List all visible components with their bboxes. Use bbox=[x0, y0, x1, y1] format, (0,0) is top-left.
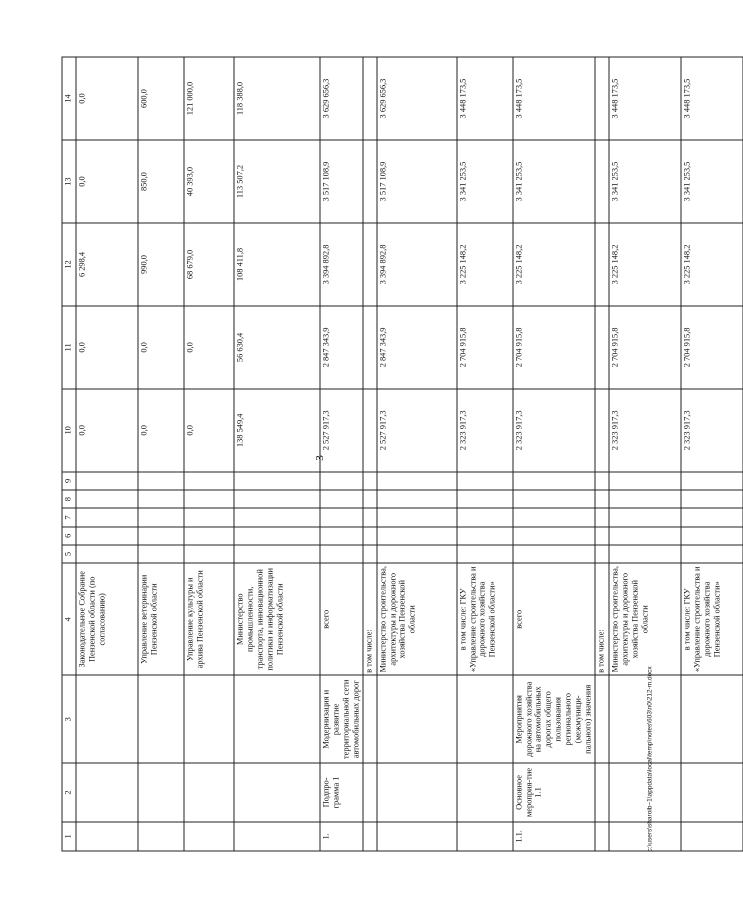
text-cell bbox=[595, 822, 609, 851]
empty-cell bbox=[377, 545, 457, 563]
text-cell bbox=[363, 763, 377, 822]
table-row bbox=[138, 57, 184, 851]
value-cell: 3 394 892,8 bbox=[320, 223, 363, 306]
empty-cell bbox=[363, 527, 377, 545]
empty-cell bbox=[320, 508, 363, 526]
value-cell: 3 341 253,5 bbox=[681, 140, 743, 223]
header-row bbox=[62, 57, 76, 851]
header-cell: 5 bbox=[62, 545, 76, 563]
empty-cell bbox=[184, 490, 234, 508]
value-cell bbox=[595, 389, 609, 472]
empty-cell bbox=[513, 545, 595, 563]
value-cell: 2 323 917,3 bbox=[609, 389, 681, 472]
empty-cell bbox=[320, 490, 363, 508]
empty-cell bbox=[377, 508, 457, 526]
empty-cell bbox=[76, 527, 138, 545]
description-cell: в том числе: bbox=[595, 563, 609, 675]
value-cell: 3 225 148,2 bbox=[681, 223, 743, 306]
empty-cell bbox=[457, 545, 513, 563]
value-cell: 3 394 892,8 bbox=[377, 223, 457, 306]
empty-cell bbox=[377, 472, 457, 490]
empty-cell bbox=[457, 527, 513, 545]
value-cell bbox=[363, 57, 377, 140]
empty-cell bbox=[320, 472, 363, 490]
value-cell: 2 323 917,3 bbox=[513, 389, 595, 472]
value-cell bbox=[363, 223, 377, 306]
value-cell: 0,0 bbox=[184, 306, 234, 389]
value-cell: 0,0 bbox=[76, 57, 138, 140]
description-cell: Министерство строительства, архитектуры и дорожного хозяйства Пензенской области bbox=[609, 563, 681, 675]
text-cell: 1.1. bbox=[513, 822, 595, 851]
empty-cell bbox=[320, 545, 363, 563]
text-cell: Подпро-грамма 1 bbox=[320, 763, 363, 822]
value-cell: 2 704 915,8 bbox=[681, 306, 743, 389]
value-cell bbox=[363, 140, 377, 223]
text-cell bbox=[595, 763, 609, 822]
text-cell bbox=[609, 763, 681, 822]
empty-cell bbox=[363, 508, 377, 526]
empty-cell bbox=[138, 545, 184, 563]
value-cell: 113 507,2 bbox=[234, 140, 320, 223]
value-cell: 2 704 915,8 bbox=[513, 306, 595, 389]
text-cell bbox=[184, 822, 234, 851]
text-cell bbox=[363, 675, 377, 763]
table-row bbox=[681, 57, 743, 851]
value-cell: 3 517 108,9 bbox=[320, 140, 363, 223]
empty-cell bbox=[76, 472, 138, 490]
text-cell bbox=[681, 675, 743, 763]
text-cell bbox=[377, 822, 457, 851]
description-cell: Управление культуры и архива Пензенской области bbox=[184, 563, 234, 675]
empty-cell bbox=[234, 490, 320, 508]
description-cell: Министерство промышленности, транспорта, инновационной политики и информатизации Пензенской области bbox=[234, 563, 320, 675]
text-cell bbox=[234, 675, 320, 763]
value-cell: 3 225 148,2 bbox=[513, 223, 595, 306]
empty-cell bbox=[184, 472, 234, 490]
header-cell: 13 bbox=[62, 140, 76, 223]
text-cell bbox=[138, 763, 184, 822]
text-cell: Модернизация и развитие территориальной сети автомобильных дорог bbox=[320, 675, 363, 763]
value-cell: 3 448 173,5 bbox=[513, 57, 595, 140]
value-cell: 121 000,0 bbox=[184, 57, 234, 140]
value-cell: 2 323 917,3 bbox=[457, 389, 513, 472]
description-cell: всего bbox=[320, 563, 363, 675]
value-cell: 3 629 656,3 bbox=[377, 57, 457, 140]
value-cell: 2 847 343,9 bbox=[377, 306, 457, 389]
empty-cell bbox=[138, 527, 184, 545]
header-cell: 7 bbox=[62, 508, 76, 526]
empty-cell bbox=[609, 527, 681, 545]
value-cell: 56 630,4 bbox=[234, 306, 320, 389]
empty-cell bbox=[138, 472, 184, 490]
empty-cell bbox=[320, 527, 363, 545]
empty-cell bbox=[184, 527, 234, 545]
value-cell: 118 388,0 bbox=[234, 57, 320, 140]
page-number: 3 bbox=[314, 455, 326, 461]
value-cell: 3 225 148,2 bbox=[609, 223, 681, 306]
empty-cell bbox=[457, 472, 513, 490]
value-cell: 40 393,0 bbox=[184, 140, 234, 223]
text-cell bbox=[234, 763, 320, 822]
value-cell: 68 679,0 bbox=[184, 223, 234, 306]
value-cell: 3 341 253,5 bbox=[609, 140, 681, 223]
text-cell bbox=[234, 822, 320, 851]
table-row bbox=[513, 57, 595, 851]
header-cell: 4 bbox=[62, 563, 76, 675]
text-cell bbox=[76, 822, 138, 851]
value-cell: 600,0 bbox=[138, 57, 184, 140]
value-cell: 3 448 173,5 bbox=[681, 57, 743, 140]
rotated-table-container bbox=[62, 57, 722, 852]
text-cell bbox=[76, 675, 138, 763]
text-cell bbox=[457, 763, 513, 822]
table-row bbox=[457, 57, 513, 851]
text-cell: Мероприятия дорожного хозяйства на автомобильных дорогах общего пользования регионального (межмуници-пального) значения bbox=[513, 675, 595, 763]
value-cell bbox=[595, 223, 609, 306]
text-cell bbox=[457, 822, 513, 851]
value-cell bbox=[595, 306, 609, 389]
empty-cell bbox=[609, 545, 681, 563]
value-cell: 3 448 173,5 bbox=[457, 57, 513, 140]
empty-cell bbox=[595, 472, 609, 490]
value-cell: 0,0 bbox=[138, 389, 184, 472]
description-cell: в том числе: ГКУ «Управление строительства и дорожного хозяйства Пензенской области» bbox=[681, 563, 743, 675]
value-cell: 0,0 bbox=[76, 306, 138, 389]
description-cell: всего bbox=[513, 563, 595, 675]
empty-cell bbox=[681, 508, 743, 526]
description-cell: Управление ветеринарии Пензенской области bbox=[138, 563, 184, 675]
value-cell: 0,0 bbox=[76, 389, 138, 472]
empty-cell bbox=[377, 527, 457, 545]
header-cell: 6 bbox=[62, 527, 76, 545]
empty-cell bbox=[681, 472, 743, 490]
value-cell: 6 298,4 bbox=[76, 223, 138, 306]
empty-cell bbox=[76, 490, 138, 508]
empty-cell bbox=[595, 545, 609, 563]
empty-cell bbox=[681, 527, 743, 545]
text-cell bbox=[377, 675, 457, 763]
header-cell: 11 bbox=[62, 306, 76, 389]
empty-cell bbox=[363, 490, 377, 508]
empty-cell bbox=[457, 490, 513, 508]
empty-cell bbox=[457, 508, 513, 526]
header-cell: 2 bbox=[62, 763, 76, 822]
empty-cell bbox=[513, 527, 595, 545]
value-cell: 0,0 bbox=[76, 140, 138, 223]
header-cell: 3 bbox=[62, 675, 76, 763]
empty-cell bbox=[234, 472, 320, 490]
empty-cell bbox=[234, 545, 320, 563]
text-cell: 1. bbox=[320, 822, 363, 851]
empty-cell bbox=[681, 545, 743, 563]
empty-cell bbox=[595, 490, 609, 508]
empty-cell bbox=[184, 508, 234, 526]
value-cell bbox=[363, 306, 377, 389]
text-cell bbox=[609, 822, 681, 851]
empty-cell bbox=[609, 472, 681, 490]
value-cell: 138 549,4 bbox=[234, 389, 320, 472]
empty-cell bbox=[138, 490, 184, 508]
empty-cell bbox=[234, 508, 320, 526]
text-cell bbox=[138, 822, 184, 851]
table-row bbox=[363, 57, 377, 851]
table-row bbox=[595, 57, 609, 851]
value-cell: 2 323 917,3 bbox=[681, 389, 743, 472]
value-cell bbox=[595, 57, 609, 140]
value-cell: 108 411,8 bbox=[234, 223, 320, 306]
value-cell: 2 527 917,3 bbox=[320, 389, 363, 472]
empty-cell bbox=[76, 545, 138, 563]
text-cell bbox=[377, 763, 457, 822]
value-cell: 3 629 656,3 bbox=[320, 57, 363, 140]
header-cell: 9 bbox=[62, 472, 76, 490]
empty-cell bbox=[609, 490, 681, 508]
file-path-footer: c:\users\sharoib~1\appdata\local\temp\notes\603\n0\212-m.docx bbox=[646, 666, 654, 852]
empty-cell bbox=[138, 508, 184, 526]
table-row bbox=[184, 57, 234, 851]
empty-cell bbox=[363, 545, 377, 563]
value-cell: 2 847 343,9 bbox=[320, 306, 363, 389]
table-row bbox=[609, 57, 681, 851]
value-cell: 0,0 bbox=[138, 306, 184, 389]
table-row bbox=[234, 57, 320, 851]
text-cell bbox=[363, 822, 377, 851]
text-cell bbox=[184, 675, 234, 763]
value-cell: 3 448 173,5 bbox=[609, 57, 681, 140]
empty-cell bbox=[377, 490, 457, 508]
value-cell: 2 704 915,8 bbox=[457, 306, 513, 389]
text-cell bbox=[457, 675, 513, 763]
text-cell bbox=[681, 822, 743, 851]
header-cell: 8 bbox=[62, 490, 76, 508]
empty-cell bbox=[513, 490, 595, 508]
header-cell: 1 bbox=[62, 822, 76, 851]
empty-cell bbox=[76, 508, 138, 526]
empty-cell bbox=[363, 472, 377, 490]
value-cell bbox=[363, 389, 377, 472]
header-cell: 10 bbox=[62, 389, 76, 472]
empty-cell bbox=[681, 490, 743, 508]
value-cell bbox=[595, 140, 609, 223]
empty-cell bbox=[595, 508, 609, 526]
description-cell: в том числе: bbox=[363, 563, 377, 675]
text-cell bbox=[138, 675, 184, 763]
empty-cell bbox=[513, 472, 595, 490]
text-cell: Основное мероприя-тие 1.1 bbox=[513, 763, 595, 822]
value-cell: 2 704 915,8 bbox=[609, 306, 681, 389]
text-cell bbox=[609, 675, 681, 763]
text-cell bbox=[76, 763, 138, 822]
description-cell: Министерство строительства, архитектуры и дорожного хозяйства Пензенской области bbox=[377, 563, 457, 675]
text-cell bbox=[681, 763, 743, 822]
text-cell bbox=[595, 675, 609, 763]
value-cell: 3 341 253,5 bbox=[457, 140, 513, 223]
empty-cell bbox=[595, 527, 609, 545]
table-row bbox=[320, 57, 363, 851]
empty-cell bbox=[234, 527, 320, 545]
table-row bbox=[377, 57, 457, 851]
description-cell: Законодательное Собрание Пензенской области (по согласованию) bbox=[76, 563, 138, 675]
header-cell: 12 bbox=[62, 223, 76, 306]
empty-cell bbox=[609, 508, 681, 526]
value-cell: 850,0 bbox=[138, 140, 184, 223]
description-cell: в том числе: ГКУ «Управление строительства и дорожного хозяйства Пензенской области» bbox=[457, 563, 513, 675]
value-cell: 2 527 917,3 bbox=[377, 389, 457, 472]
value-cell: 3 341 253,5 bbox=[513, 140, 595, 223]
header-cell: 14 bbox=[62, 57, 76, 140]
value-cell: 0,0 bbox=[184, 389, 234, 472]
empty-cell bbox=[513, 508, 595, 526]
text-cell bbox=[184, 763, 234, 822]
budget-table bbox=[62, 57, 743, 852]
value-cell: 3 517 108,9 bbox=[377, 140, 457, 223]
value-cell: 990,0 bbox=[138, 223, 184, 306]
empty-cell bbox=[184, 545, 234, 563]
table-row bbox=[76, 57, 138, 851]
value-cell: 3 225 148,2 bbox=[457, 223, 513, 306]
